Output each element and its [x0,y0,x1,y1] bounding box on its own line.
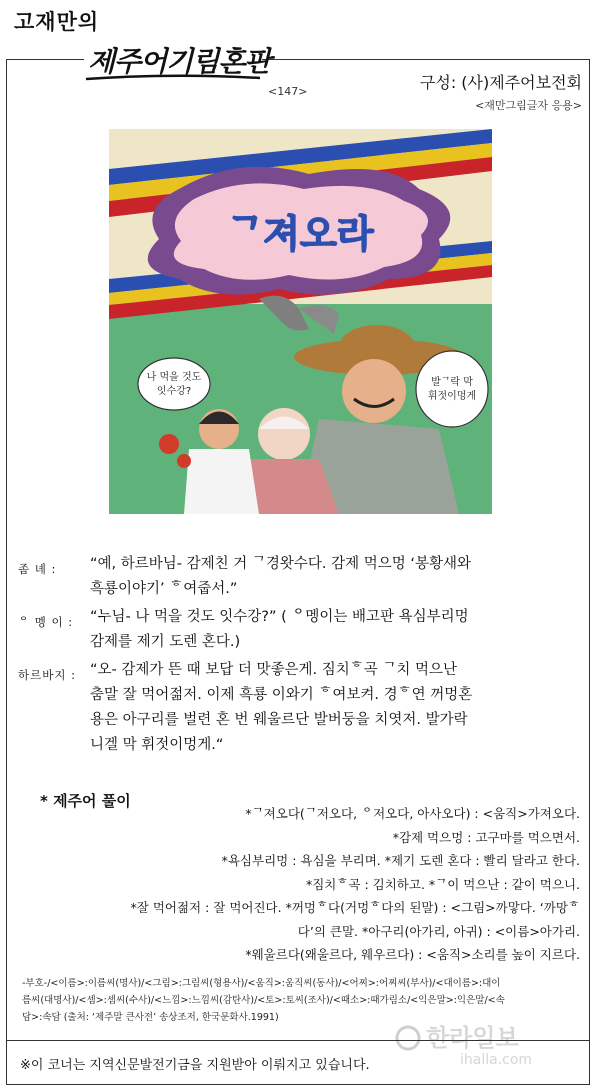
speech-bubble-right-line1: 발ᄀ락 막 [431,377,473,388]
abbreviation-line: 담>:속담 (출처: ‘제주말 큰사전’ 송상조저, 한국문화사.1991) [22,1012,279,1023]
glossary-entry: *감제 먹으멍 : 고구마를 먹으면서. [392,829,580,845]
credit-note: <재만그림글자 응용> [475,99,582,112]
glossary-list [20,802,580,967]
episode-number: <147> [268,85,308,98]
dialogue-text-line: 흑룡이야기’ ᄒ여줍서.” [90,581,238,597]
speech-bubble-right-line2: 휘젓이멍게 [427,391,477,402]
dialogue-text-line: 춤말 잘 먹어젊저. 이제 흑룡 이와기 ᄒ여보켜. 경ᄒ연 꺼멍혼 [90,687,473,703]
speech-bubble-left-line1: 나 먹을 것도 [146,372,202,383]
logo-underline-brush [84,74,262,82]
glossary-entry: 다’의 큰말. *아구리(아가리, 아귀) : <이름>아가리. [297,923,580,939]
comic-illustration [109,129,492,514]
watermark-site: ihalla.com [460,1052,533,1068]
comic-title-art: ᄀ져오라 [226,212,374,256]
funding-notice-bar [6,1040,590,1085]
dialogue-text-line: 감제를 제기 도렌 혼다.) [90,634,241,650]
glossary-entry: *웨울르다(왜울르다, 웨우르다) : <움직>소리를 높이 지르다. [245,947,580,962]
column-logo-text: 제주어기림혼판 [88,45,271,78]
dialogue-text-line: 니겔 막 휘젓이멍게.“ [90,737,224,753]
column-logo [84,38,271,82]
dialogue-text [90,605,582,655]
speaker-label: 하르바지 : [18,668,76,682]
dialogue-text-line: “누님- 나 먹을 것도 잇수강?” ( ᄋ멩이는 배고판 욕심부리멍 [90,609,469,625]
glossary-title: * 제주어 풀이 [40,792,131,810]
speech-bubble-left-line2: 잇수강? [156,386,192,397]
glossary-entry: *욕심부리멍 : 욕심을 부리며. *제기 도렌 혼다 : 빨리 달라고 한다. [221,853,580,868]
dialogue-text-line: 용은 아구리를 벌련 혼 번 웨울르단 발버둥을 치엿저. 발가락 [90,712,468,728]
credit-author: 구성: (사)제주어보전회 [419,73,582,92]
dialogue-text [90,658,582,758]
dialogue-line-amengi [18,605,582,655]
watermark-name: 한라일보 [426,1024,519,1052]
dialogue-text-line: “오- 감제가 뜬 때 보답 더 맛좋은게. 짐치ᄒ곡 ᄀ치 먹으난 [90,662,457,678]
glossary-entry: *짐치ᄒ곡 : 김치하고. *ᄀ이 먹으난 : 같이 먹으니. [305,876,580,892]
glossary-entry: *잘 먹어젊저 : 잘 먹어진다. *꺼멍ᄒ다(거멍ᄒ다의 된말) : <그림>까맣다. ‘까망ᄒ [130,900,580,915]
glossary-entry: *ᄀ져오다(ᄀ저오다, ᄋ저오다, 아사오다) : <움직>가져오다. [245,806,580,821]
speaker-label: 좀 녜 : [18,562,57,576]
speaker-label: ᄋ 멩 이 : [18,615,74,629]
dialogue-line-jomnye [18,552,582,602]
dialogue-text [90,552,582,602]
abbreviation-line: -부호-/<이름>:이름씨(명사)/<그림>:그림씨(형용사)/<움직>:움직씨(동사)/<어찌>:어찌씨(부사)/<대이름>:대이 [22,978,501,989]
abbreviation-line: 름씨(대명사)/<셈>:셈씨(수사)/<느낌>:느낌씨(감탄사)/<토>:토씨(조사)/<때소>:때가림소/<익은말>:익은말/<속 [22,995,505,1006]
dialogue-text-line: “예, 하르바님- 감제친 거 ᄀ경왓수다. 감제 먹으멍 ‘봉황새와 [90,556,471,572]
dialogue-line-grandfather [18,658,582,758]
funding-notice: ※이 코너는 지역신문발전기금을 지원받아 이뤄지고 있습니다. [20,1058,370,1073]
credit-block [420,70,582,113]
series-title: 고재만의 [14,10,100,34]
